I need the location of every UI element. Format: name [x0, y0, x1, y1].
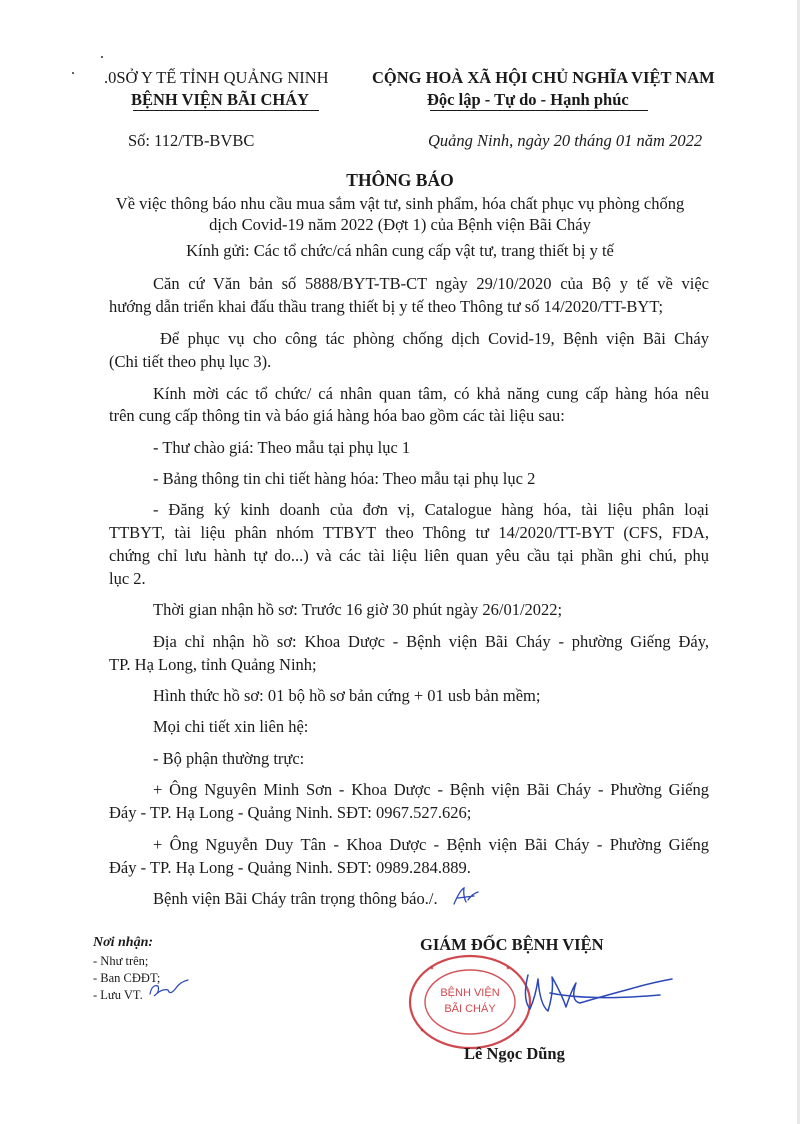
- scan-speck: [72, 72, 74, 74]
- para-1-line-2: hướng dẫn triển khai đấu thầu trang thiết bị y tế theo Thông tư số 14/2020/TT-BYT;: [109, 297, 664, 316]
- motto-underline: [430, 110, 648, 111]
- recipient-item: - Như trên;: [93, 954, 149, 968]
- signer-name: Lê Ngọc Dũng: [464, 1044, 565, 1063]
- place-date: Quảng Ninh, ngày 20 tháng 01 năm 2022: [428, 131, 703, 150]
- recipient-item: - Ban CĐĐT;: [93, 971, 161, 985]
- subject-line-1: Về việc thông báo nhu cầu mua sắm vật tư, sinh phẩm, hóa chất phục vụ phòng chống: [115, 194, 685, 213]
- requirement-item-3-line-4: lục 2.: [109, 569, 146, 588]
- motto: Độc lập - Tự do - Hạnh phúc: [427, 90, 629, 109]
- address-line-2: TP. Hạ Long, tỉnh Quảng Ninh;: [109, 655, 317, 674]
- deadline: Thời gian nhận hồ sơ: Trước 16 giờ 30 phút ngày 26/01/2022;: [153, 600, 563, 619]
- contact-2-line-2: Đáy - TP. Hạ Long - Quảng Ninh. SĐT: 0989.284.889.: [109, 858, 471, 877]
- contact-1-line-2: Đáy - TP. Hạ Long - Quảng Ninh. SĐT: 0967.527.626;: [109, 803, 472, 822]
- subject-line-2: dịch Covid-19 năm 2022 (Đợt 1) của Bệnh viện Bãi Cháy: [209, 215, 591, 234]
- address-line-1: Địa chỉ nhận hồ sơ: Khoa Dược - Bệnh viện Bãi Cháy - phường Giếng Đáy,: [153, 632, 709, 651]
- requirement-item-3-line-3: chứng chỉ lưu hành tự do...) và các tài liệu liên quan yêu cầu tại phần ghi chú, phụ: [109, 546, 709, 565]
- requirement-item-3-line-1: - Đăng ký kinh doanh của đơn vị, Catalogue hàng hóa, tài liệu phân loại: [153, 500, 709, 519]
- para-1-line-1: Căn cứ Văn bản số 5888/BYT-TB-CT ngày 29/10/2020 của Bộ y tế về việc: [153, 274, 709, 293]
- requirement-item-3-line-2: TTBYT, tài liệu phân nhóm TTBYT theo Thông tư 14/2020/TT-BYT (CFS, FDA,: [109, 523, 709, 542]
- requirement-item-2: - Bảng thông tin chi tiết hàng hóa: Theo mẫu tại phụ lục 2: [153, 469, 536, 488]
- recipient-item: - Lưu VT.: [93, 988, 143, 1002]
- signer-title: GIÁM ĐỐC BỆNH VIỆN: [420, 935, 604, 954]
- director-signature: [510, 965, 680, 1035]
- para-2-line-1: Để phục vụ cho công tác phòng chống dịch Covid-19, Bệnh viện Bãi Cháy: [160, 329, 709, 348]
- contact-intro: Mọi chi tiết xin liên hệ:: [153, 717, 309, 736]
- para-2-line-2: (Chi tiết theo phụ lục 3).: [109, 352, 272, 371]
- closing-line: Bệnh viện Bãi Cháy trân trọng thông báo./.: [153, 889, 438, 908]
- requirement-item-1: - Thư chào giá: Theo mẫu tại phụ lục 1: [153, 438, 411, 457]
- stamp-text-line-2: BÃI CHÁY: [444, 1003, 496, 1015]
- duty-department: - Bộ phận thường trực:: [153, 749, 305, 768]
- submission-form: Hình thức hồ sơ: 01 bộ hồ sơ bản cứng + 01 usb bản mềm;: [153, 686, 541, 705]
- org-name-underline: [133, 110, 319, 111]
- clerk-initial-mark: [146, 978, 192, 1004]
- recipients-heading: Nơi nhận:: [93, 935, 154, 950]
- initial-mark: [452, 886, 480, 908]
- contact-1-line-1: + Ông Nguyên Minh Sơn - Khoa Dược - Bệnh viện Bãi Cháy - Phường Giếng: [153, 780, 709, 799]
- nation-title: CỘNG HOÀ XÃ HỘI CHỦ NGHĨA VIỆT NAM: [372, 68, 715, 87]
- contact-2-line-1: + Ông Nguyễn Duy Tân - Khoa Dược - Bệnh viện Bãi Cháy - Phường Giếng: [153, 835, 709, 854]
- org-parent: .0SỞ Y TẾ TỈNH QUẢNG NINH: [104, 68, 329, 87]
- notice-heading: THÔNG BÁO: [346, 170, 454, 190]
- addressee: Kính gửi: Các tổ chức/cá nhân cung cấp vật tư, trang thiết bị y tế: [186, 241, 614, 260]
- org-name: BỆNH VIỆN BÃI CHÁY: [131, 90, 310, 109]
- para-3-line-1: Kính mời các tổ chức/ cá nhân quan tâm, có khả năng cung cấp hàng hóa nêu: [153, 384, 709, 403]
- para-3-line-2: trên cung cấp thông tin và báo giá hàng hóa bao gồm các tài liệu sau:: [109, 406, 565, 425]
- stamp-text-line-1: BỆNH VIỆN: [440, 987, 500, 999]
- scan-speck: [101, 56, 103, 58]
- doc-number: Số: 112/TB-BVBC: [128, 131, 255, 150]
